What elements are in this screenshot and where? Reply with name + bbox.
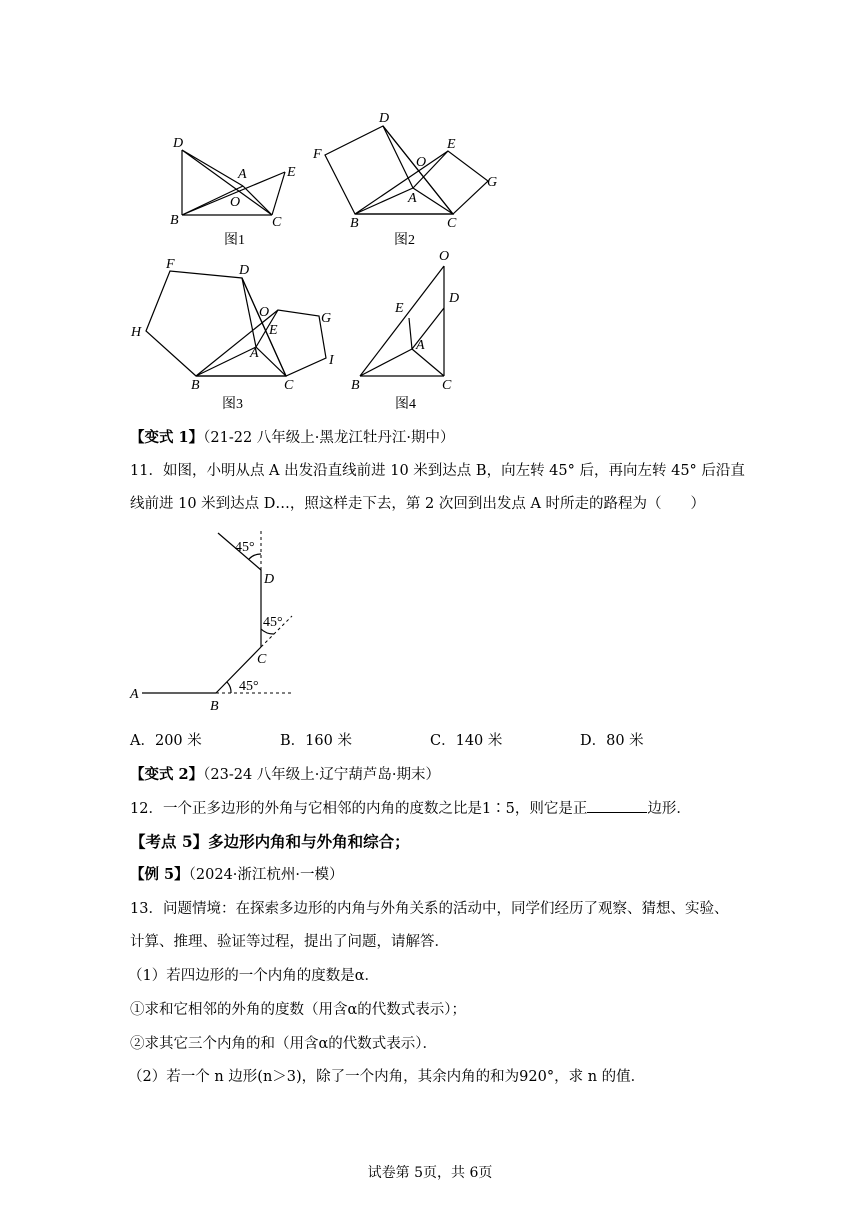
- label-I: I: [329, 353, 334, 368]
- figure-1: [160, 130, 310, 255]
- label-F: F: [313, 147, 322, 162]
- option-c[interactable]: C．140 米: [430, 733, 503, 749]
- label-F: F: [166, 257, 175, 272]
- figure-1-diagram: [160, 130, 310, 255]
- question-13-part-1a: ①求和它相邻的外角的度数（用含α的代数式表示）；: [130, 1002, 467, 1018]
- label-C: C: [284, 378, 294, 393]
- variant-2-heading: [130, 765, 440, 785]
- label-A: A: [130, 687, 139, 702]
- label-D: D: [239, 263, 250, 278]
- label-B: B: [210, 699, 219, 714]
- label-G: G: [321, 311, 332, 326]
- angle-label-d: 45°: [235, 540, 255, 555]
- label-O: O: [416, 155, 427, 170]
- question-13-line-2: 计算、推理、验证等过程，提出了问题，请解答．: [130, 934, 449, 950]
- walk-path-diagram: [126, 528, 306, 718]
- variant-tag: 【变式 2】: [130, 766, 204, 783]
- label-A: A: [250, 346, 259, 361]
- label-B: B: [191, 378, 200, 393]
- label-G: G: [487, 175, 498, 190]
- figure-2: [310, 108, 510, 253]
- figure-4: [345, 247, 475, 414]
- question-11-line-1: 11．如图，小明从点 A 出发沿直线前进 10 米到达点 B，向左转 45° 后，再向左转 45° 后沿直: [130, 463, 745, 479]
- label-D: D: [264, 572, 275, 587]
- label-C: C: [442, 378, 452, 393]
- label-C: C: [272, 215, 282, 230]
- point-5-title: 【考点 5】多边形内角和与外角和综合；: [130, 832, 410, 851]
- example-5-heading: [130, 865, 344, 885]
- variant-source: （21-22 八年级上·黑龙江牡丹江·期中）: [203, 430, 455, 446]
- figure-2-diagram: [310, 108, 510, 253]
- question-11-line-2: 线前进 10 米到达点 D…，照这样走下去，第 2 次回到出发点 A 时所走的路程为（ ）: [130, 496, 706, 512]
- page-footer: 试卷第 5页，共 6页: [367, 1165, 493, 1181]
- question-12-tail: 边形．: [647, 801, 691, 817]
- option-b[interactable]: B．160 米: [280, 733, 352, 749]
- variant-tag: 【变式 1】: [130, 429, 204, 446]
- example-tag: 【例 5】: [130, 866, 189, 883]
- label-E: E: [395, 301, 404, 316]
- label-B: B: [351, 378, 360, 393]
- question-11-figure: [126, 528, 306, 718]
- figure-1-caption: 图1: [224, 233, 245, 248]
- question-13-line-1: 13．问题情境：在探索多边形的内角与外角关系的活动中，同学们经历了观察、猜想、实验、: [130, 901, 729, 917]
- variant-1-heading: [130, 428, 455, 448]
- label-D: D: [449, 291, 460, 306]
- question-13-part-1: （1）若四边形的一个内角的度数是α．: [128, 968, 380, 984]
- label-A: A: [416, 338, 425, 353]
- label-E: E: [269, 323, 278, 338]
- label-C: C: [257, 652, 267, 667]
- label-A: A: [238, 167, 247, 182]
- label-O: O: [439, 249, 450, 264]
- question-12-text: 12．一个正多边形的外角与它相邻的内角的度数之比是1∶5，则它是正: [130, 801, 588, 817]
- option-a[interactable]: A．200 米: [130, 733, 202, 749]
- question-13-part-2: （2）若一个 n 边形(n＞3)，除了一个内角，其余内角的和为920°，求 n 的值．: [128, 1069, 646, 1085]
- figure-3-diagram: [128, 258, 358, 414]
- angle-label-b: 45°: [239, 679, 259, 694]
- label-D: D: [379, 111, 390, 126]
- label-H: H: [131, 325, 142, 340]
- label-O: O: [259, 305, 270, 320]
- figure-4-diagram: [345, 247, 475, 414]
- label-B: B: [350, 216, 359, 231]
- question-13-part-1b: ②求其它三个内角的和（用含α的代数式表示）．: [130, 1036, 438, 1052]
- label-A: A: [408, 191, 417, 206]
- figure-3-caption: 图3: [222, 397, 243, 412]
- label-E: E: [447, 137, 456, 152]
- label-D: D: [173, 136, 184, 151]
- label-B: B: [170, 213, 179, 228]
- label-C: C: [447, 216, 457, 231]
- figure-4-caption: 图4: [395, 397, 416, 412]
- answer-blank[interactable]: [587, 798, 647, 813]
- angle-label-c: 45°: [263, 615, 283, 630]
- label-O: O: [230, 195, 241, 210]
- variant-source: （23-24 八年级上·辽宁葫芦岛·期末）: [203, 767, 441, 783]
- option-d[interactable]: D．80 米: [580, 733, 644, 749]
- figure-3: [128, 258, 358, 414]
- question-12: [130, 798, 691, 819]
- example-source: （2024·浙江杭州·一模）: [188, 867, 344, 883]
- label-E: E: [287, 165, 296, 180]
- figure-2-caption: 图2: [394, 233, 415, 248]
